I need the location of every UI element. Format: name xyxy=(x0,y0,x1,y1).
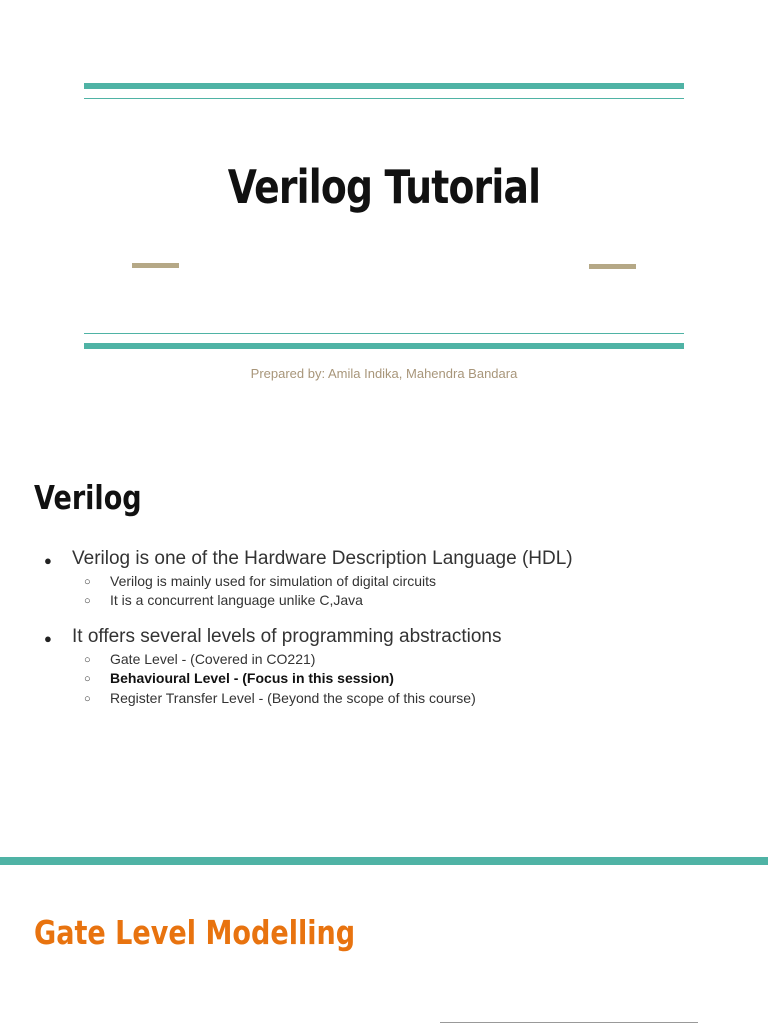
right-accent-dash xyxy=(589,264,636,269)
bottom-thick-rule xyxy=(84,343,684,349)
bottom-thin-rule xyxy=(84,333,684,334)
top-thin-rule xyxy=(84,98,684,99)
sub-bullet-glyph: ○ xyxy=(84,595,91,607)
sub-bullet-text: Verilog is mainly used for simulation of digital circuits xyxy=(110,573,437,589)
sub-bullet-glyph: ○ xyxy=(84,654,91,666)
sub-bullet-glyph: ○ xyxy=(84,576,91,588)
prepared-by: Prepared by: Amila Indika, Mahendra Bandara xyxy=(250,366,518,381)
bullet-text: It offers several levels of programming abstractions xyxy=(72,626,502,647)
slide-heading: Gate Level Modelling xyxy=(34,913,356,952)
slide-heading: Verilog xyxy=(34,478,142,517)
bullet-text: Verilog is one of the Hardware Description Language (HDL) xyxy=(72,548,573,569)
slide-title: Verilog Tutorial xyxy=(227,160,541,214)
left-accent-dash xyxy=(132,263,179,268)
sub-bullet-glyph: ○ xyxy=(84,673,91,685)
bullet-glyph: ● xyxy=(44,553,52,568)
bullet-glyph: ● xyxy=(44,631,52,646)
sub-bullet-glyph: ○ xyxy=(84,693,91,705)
sub-bullet-text: It is a concurrent language unlike C,Java xyxy=(110,592,363,608)
sub-bullet-text: Register Transfer Level - (Beyond the scope of this course) xyxy=(110,690,476,706)
slide-divider xyxy=(0,857,768,865)
partial-rule xyxy=(440,1022,698,1023)
sub-bullet-text: Gate Level - (Covered in CO221) xyxy=(110,651,316,667)
sub-bullet-text-bold: Behavioural Level - (Focus in this session) xyxy=(110,670,394,686)
top-thick-rule xyxy=(84,83,684,89)
